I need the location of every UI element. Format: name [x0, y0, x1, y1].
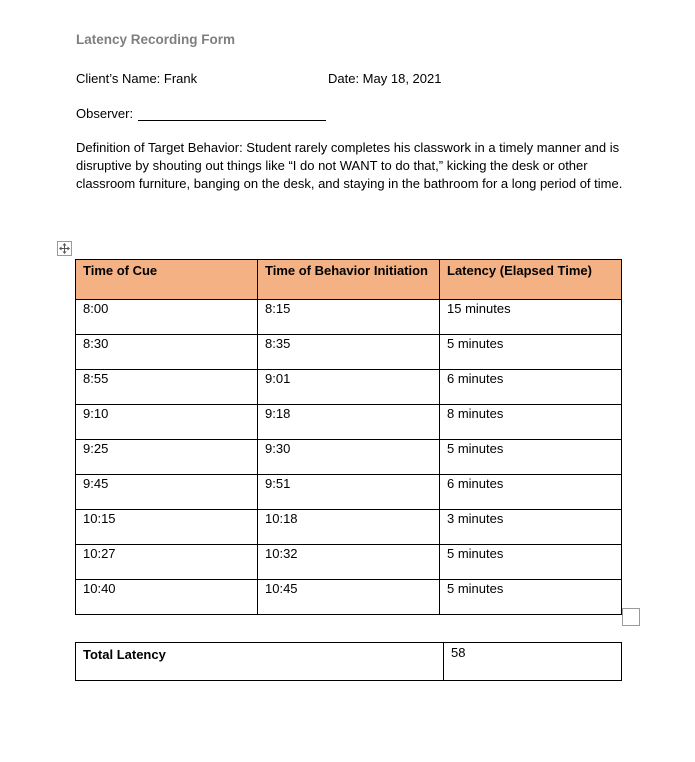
cell-cue[interactable]: 10:27	[76, 545, 258, 580]
cell-latency[interactable]: 15 minutes	[440, 300, 622, 335]
cell-cue[interactable]: 8:00	[76, 300, 258, 335]
target-behavior-definition: Definition of Target Behavior: Student rarely completes his classwork in a timely manner and is disruptive by shouting out things like “I do not WANT to do that,” kicking the desk or other classroom furniture, banging on the desk, and staying in the bathroom for a long period of time.	[76, 140, 623, 191]
table-row	[76, 510, 622, 545]
table-row	[76, 300, 622, 335]
cell-behavior[interactable]: 8:35	[258, 335, 440, 370]
cell-latency[interactable]: 3 minutes	[440, 510, 622, 545]
date-field: Date: May 18, 2021	[328, 71, 442, 86]
form-title: Latency Recording Form	[76, 32, 236, 47]
observer-label: Observer:	[76, 106, 134, 121]
latency-table	[75, 259, 622, 615]
cell-behavior[interactable]: 8:15	[258, 300, 440, 335]
cell-behavior[interactable]: 9:18	[258, 405, 440, 440]
cell-cue[interactable]: 8:55	[76, 370, 258, 405]
cell-cue[interactable]: 10:15	[76, 510, 258, 545]
table-row	[76, 545, 622, 580]
move-arrows-icon	[59, 243, 70, 254]
cell-latency[interactable]: 6 minutes	[440, 475, 622, 510]
cell-latency[interactable]: 6 minutes	[440, 370, 622, 405]
cell-behavior[interactable]: 10:18	[258, 510, 440, 545]
total-latency-value[interactable]: 58	[444, 643, 622, 681]
cell-latency[interactable]: 5 minutes	[440, 545, 622, 580]
cell-cue[interactable]: 10:40	[76, 580, 258, 615]
cell-latency[interactable]: 5 minutes	[440, 335, 622, 370]
total-latency-table	[75, 642, 622, 681]
cell-cue[interactable]: 9:10	[76, 405, 258, 440]
table-row	[76, 580, 622, 615]
observer-blank-line[interactable]	[138, 120, 326, 121]
header-latency: Latency (Elapsed Time)	[440, 260, 622, 300]
header-time-of-cue: Time of Cue	[76, 260, 258, 300]
cell-behavior[interactable]: 9:01	[258, 370, 440, 405]
table-header-row	[76, 260, 622, 300]
header-time-of-behavior: Time of Behavior Initiation	[258, 260, 440, 300]
table-row	[76, 405, 622, 440]
cell-latency[interactable]: 8 minutes	[440, 405, 622, 440]
total-row	[76, 643, 622, 681]
table-move-handle[interactable]	[57, 241, 72, 256]
table-resize-handle[interactable]	[622, 608, 640, 626]
table-row	[76, 370, 622, 405]
total-latency-label: Total Latency	[76, 643, 444, 681]
cell-behavior[interactable]: 9:51	[258, 475, 440, 510]
cell-behavior[interactable]: 10:45	[258, 580, 440, 615]
cell-behavior[interactable]: 10:32	[258, 545, 440, 580]
cell-latency[interactable]: 5 minutes	[440, 440, 622, 475]
cell-behavior[interactable]: 9:30	[258, 440, 440, 475]
client-name: Client’s Name: Frank	[76, 71, 198, 86]
cell-cue[interactable]: 8:30	[76, 335, 258, 370]
cell-latency[interactable]: 5 minutes	[440, 580, 622, 615]
table-row	[76, 475, 622, 510]
table-row	[76, 335, 622, 370]
cell-cue[interactable]: 9:25	[76, 440, 258, 475]
cell-cue[interactable]: 9:45	[76, 475, 258, 510]
table-row	[76, 440, 622, 475]
